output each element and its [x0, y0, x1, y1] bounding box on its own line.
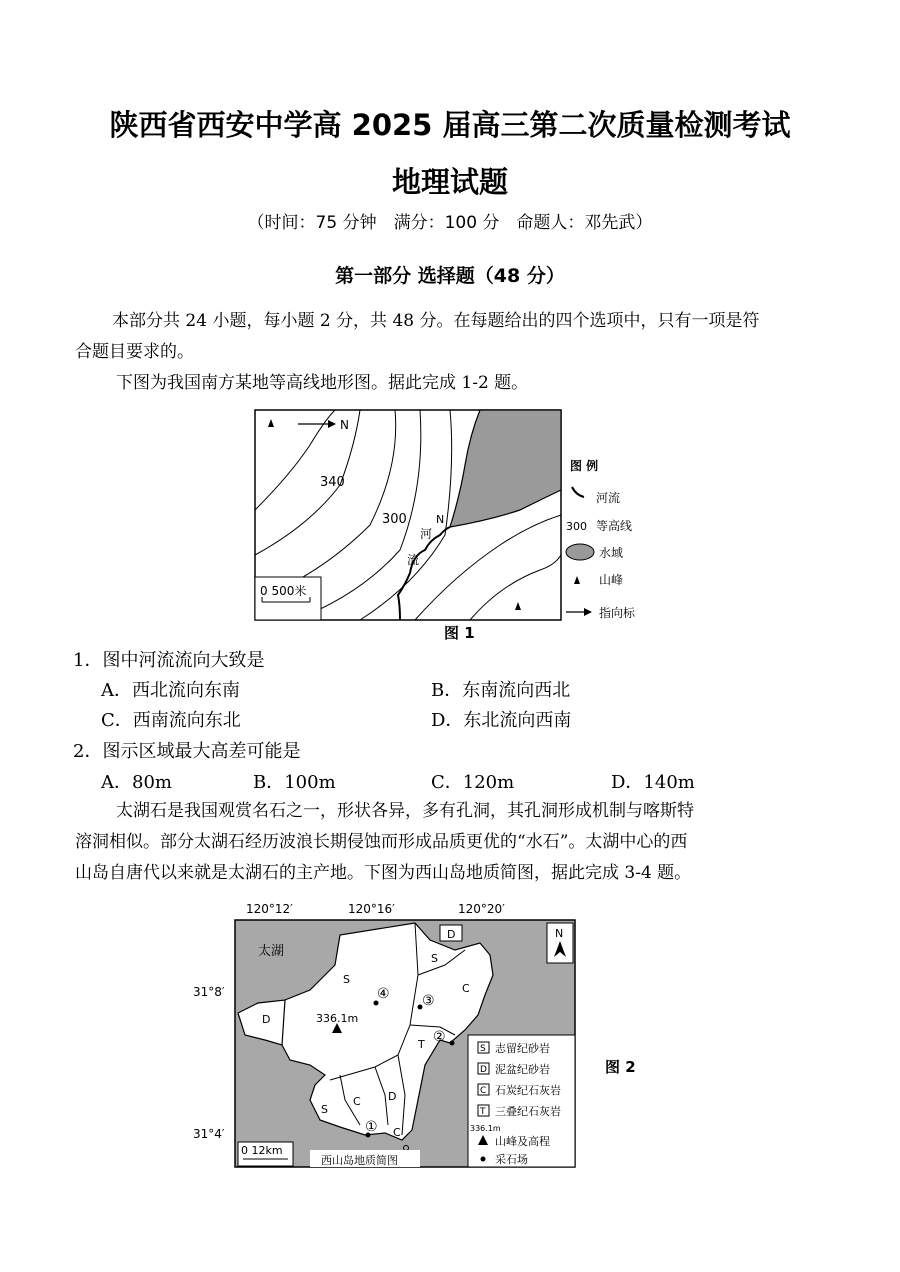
question-2: 2．图示区域最大高差可能是: [73, 741, 301, 762]
lon-label: 120°20′: [458, 902, 505, 916]
legend-swatch-d: D: [480, 1065, 487, 1075]
figure1-contour-map: [250, 405, 650, 645]
q1-option-d: D．东北流向西南: [431, 710, 572, 731]
q2-option-c: C．120m: [431, 772, 515, 793]
site-4-label: ④: [377, 986, 390, 1002]
zone-label-s: S: [431, 952, 438, 965]
legend-river-label: 河流: [596, 491, 621, 505]
exam-subtitle: 地理试题: [391, 165, 508, 199]
site-2-label: ②: [433, 1029, 446, 1045]
instructions-line2: 合题目要求的。: [75, 342, 194, 362]
legend-swatch-c: C: [480, 1086, 487, 1096]
figure2-geology-map: [190, 895, 590, 1180]
q1-option-a: A．西北流向东南: [101, 680, 240, 701]
lake-label: 太湖: [258, 944, 285, 959]
q2-option-a: A．80m: [101, 772, 172, 793]
zone-label-c: C: [353, 1095, 361, 1108]
lon-label: 120°12′: [246, 902, 293, 916]
intro-1-2: 下图为我国南方某地等高线地形图。据此完成 1-2 题。: [116, 373, 529, 393]
legend-peak-elev: 336.1m: [470, 1124, 501, 1133]
legend-arrow-head: [584, 608, 592, 616]
river-label-char1: 河: [420, 527, 433, 541]
legend-contour-num: 300: [566, 520, 587, 533]
legend-contour-label: 等高线: [596, 519, 633, 533]
site-3-label: ③: [422, 993, 435, 1009]
map-title: 西山岛地质简图: [321, 1154, 398, 1167]
figure1-caption: 图 1: [444, 624, 475, 642]
north-label: N: [555, 927, 564, 940]
question-1: 1．图中河流流向大致是: [73, 650, 265, 671]
river-label-char2: 流: [407, 553, 420, 567]
site-1-label: ①: [365, 1119, 378, 1135]
legend-water-icon: [566, 544, 594, 560]
legend-quarry-label: 采石场: [495, 1153, 528, 1166]
contour-label-300: 300: [382, 512, 407, 527]
zone-label-c: C: [393, 1126, 401, 1139]
zone-label-s: S: [321, 1103, 328, 1116]
contour-label-340: 340: [320, 475, 345, 490]
exam-title: 陕西省西安中学高 2025 届高三第二次质量检测考试: [109, 108, 791, 142]
passage-line1: 太湖石是我国观赏名石之一，形状各异，多有孔洞，其孔洞形成机制与喀斯特: [116, 801, 694, 821]
section-title: 第一部分 选择题（48 分）: [335, 265, 565, 287]
legend-d-label: 泥盆纪砂岩: [495, 1063, 550, 1076]
legend-t-label: 三叠纪石灰岩: [495, 1105, 561, 1118]
legend-peak-icon: [574, 576, 580, 584]
lon-label: 120°16′: [348, 902, 395, 916]
lat-label: 31°4′: [193, 1127, 225, 1141]
passage-line2: 溶洞相似。部分太湖石经历波浪长期侵蚀而形成品质更优的“水石”。太湖中心的西: [75, 832, 688, 852]
legend-swatch-t: T: [480, 1107, 486, 1117]
legend-c-label: 石炭纪石灰岩: [495, 1084, 561, 1097]
legend-s-label: 志留纪砂岩: [495, 1042, 550, 1055]
legend-peak-label: 山峰: [599, 573, 624, 587]
zone-label-d: D: [388, 1090, 397, 1103]
legend-water-label: 水域: [599, 546, 624, 560]
legend-swatch-s: S: [480, 1044, 486, 1054]
passage-line3: 山岛自唐代以来就是太湖石的主产地。下图为西山岛地质简图，据此完成 3-4 题。: [75, 863, 692, 883]
lat-label: 31°8′: [193, 985, 225, 999]
zone-label-d: D: [262, 1013, 271, 1026]
legend-arrow-label: 指向标: [599, 606, 636, 620]
q2-option-d: D．140m: [611, 772, 695, 793]
q1-option-b: B．东南流向西北: [431, 680, 571, 701]
exam-meta: （时间：75 分钟 满分：100 分 命题人：邓先武）: [247, 213, 653, 233]
quarry-point: [450, 1041, 455, 1046]
legend-peak-label: 山峰及高程: [495, 1135, 550, 1148]
zone-label-d: D: [447, 928, 456, 941]
zone-label-c: C: [462, 982, 470, 995]
peak-elevation: 336.1m: [316, 1012, 359, 1025]
q1-option-c: C．西南流向东北: [101, 710, 241, 731]
legend-title: 图 例: [570, 459, 599, 473]
zone-label-s: S: [343, 973, 350, 986]
river-point-label: N: [436, 513, 445, 526]
q2-option-b: B．100m: [253, 772, 336, 793]
instructions-line1: 本部分共 24 小题，每小题 2 分，共 48 分。在每题给出的四个选项中，只有一项是符: [112, 311, 760, 331]
legend-quarry-icon: [481, 1157, 486, 1162]
scale-label: 0 12km: [241, 1144, 283, 1157]
figure2-caption: 图 2: [605, 1058, 636, 1076]
north-label: N: [340, 418, 349, 432]
scale-label: 0 500米: [260, 584, 307, 598]
legend-river-icon: [572, 487, 584, 497]
zone-label-t: T: [418, 1038, 425, 1051]
